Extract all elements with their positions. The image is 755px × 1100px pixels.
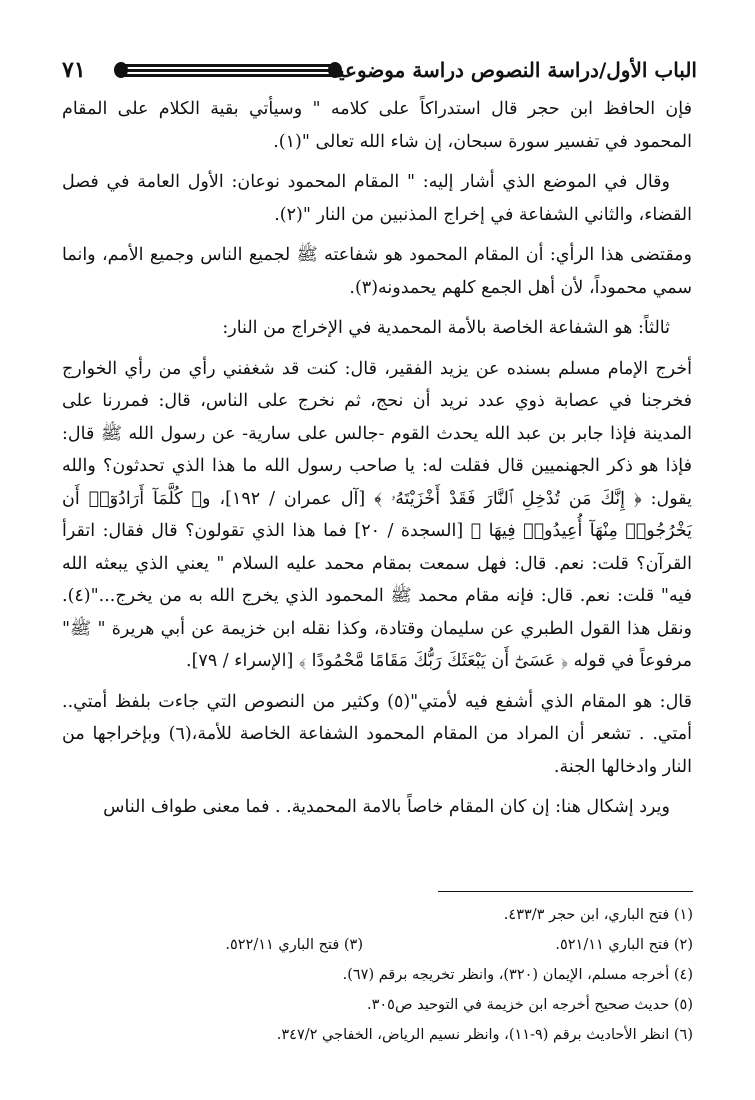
footnote-row [63, 990, 693, 1020]
ornament-line [124, 74, 332, 77]
paragraph-7: ويرد إشكال هنا: إن كان المقام خاصاً بالامة المحمدية. . فما معنى طواف الناس [103, 797, 670, 817]
footnote-4: (٤) أخرجه مسلم، الإيمان (٣٢٠)، وانظر تخريجه برقم (٦٧). [342, 967, 693, 983]
paragraph-2: وقال في الموضع الذي أشار إليه: " المقام المحمود نوعان: الأول العامة في فصل القضاء، والثاني الشفاعة في إخراج المذنبين من النار "(٢). [62, 172, 692, 225]
footnote-2: (٢) فتح الباري ٥٢١/١١. [555, 937, 693, 953]
header-ornament-rule [114, 62, 342, 78]
main-text [62, 93, 692, 832]
paragraph-4: ثالثاً: هو الشفاعة الخاصة بالأمة المحمدية في الإخراج من النار: [222, 318, 670, 338]
paragraph-6: قال: هو المقام الذي أشفع فيه لأمتي"(٥) وكثير من النصوص التي جاءت بلفظ أمتي.. أمتي. . تشعر أن المراد من المقام المحمود الشفاعة الخاصة للأمة،(٦) وبإخراجها من النار وادخالها الجنة. [62, 691, 692, 777]
footnote-3: (٣) فتح الباري ٥٢٢/١١. [225, 937, 363, 953]
paragraph-3: ومقتضى هذا الرأي: أن المقام المحمود هو شفاعته ﷺ لجميع الناس وجميع الأمم، وانما سمي محموداً، لأن أهل الجمع كلهم يحمدونه(٣). [62, 245, 692, 298]
footnote-1: (١) فتح الباري، ابن حجر ٤٣٣/٣. [503, 907, 693, 923]
footnote-row [63, 930, 693, 960]
footnote-6: (٦) انظر الأحاديث برقم (٩-١١)، وانظر نسيم الرياض، الخفاجي ٣٤٧/٢. [276, 1027, 693, 1043]
chapter-title: الباب الأول/دراسة النصوص دراسة موضوعية [328, 58, 697, 82]
paragraph-5: أخرج الإمام مسلم بسنده عن يزيد الفقير، قال: كنت قد شغفني رأي من رأي الخوارج فخرجنا في عصابة ذوي عدد نريد أن نحج، ثم نخرج على الناس، قال: فمررنا على المدينة فإذا جابر بن عبد الله يحدث القوم -جالس على سارية- عن رسول الله ﷺ قال: فإذا هو ذكر الجهنميين قال فقلت له: يا صاحب رسول الله ما هذا الذي تحدثون؟ والله يقول: ﴿ إِنَّكَ مَن تُدْخِلِ ٱلنَّارَ فَقَدْ أَخْزَيْتَهُۥ ﴾ [آل عمران / ١٩٢]، و﴿ كُلَّمَآ أَرَادُوٓا۟ أَن يَخْرُجُوا۟ مِنْهَآ أُعِيدُوا۟ فِيهَا ﴾ [السجدة / ٢٠] فما هذا الذي تقولون؟ قال فقال: اتقرأ القرآن؟ قلت: نعم. قال: فهل سمعت بمقام محمد عليه السلام " يعني الذي يبعثه الله فيه" قلت: نعم. قال: فإنه مقام محمد ﷺ المحمود الذي يخرج الله به من يخرج..."(٤). ونقل هذا القول الطبري عن سليمان وقتادة، وكذا نقله ابن خزيمة عن أبي هريرة " ﷺ" مرفوعاً في قوله ﴿ عَسَىٰٓ أَن يَبْعَثَكَ رَبُّكَ مَقَامًا مَّحْمُودًا ﴾ [الإسراء / ٧٩]. [62, 358, 692, 671]
ornament-line [124, 69, 332, 72]
footnote-row [63, 1020, 693, 1050]
footnotes [63, 900, 693, 1050]
ornament-line [124, 64, 332, 67]
footnote-row [63, 960, 693, 990]
paragraph-1: فإن الحافظ ابن حجر قال استدراكاً على كلامه " وسيأتي بقية الكلام على المقام المحمود في تفسير سورة سبحان، إن شاء الله تعالى "(١). [62, 99, 692, 152]
footnote-5: (٥) حديث صحيح أخرجه ابن خزيمة في التوحيد ص٣٠٥. [366, 997, 693, 1013]
page-number: ٧١ [62, 57, 86, 83]
footnote-divider [438, 891, 693, 892]
page-header [62, 52, 697, 88]
footnote-row [63, 900, 693, 930]
